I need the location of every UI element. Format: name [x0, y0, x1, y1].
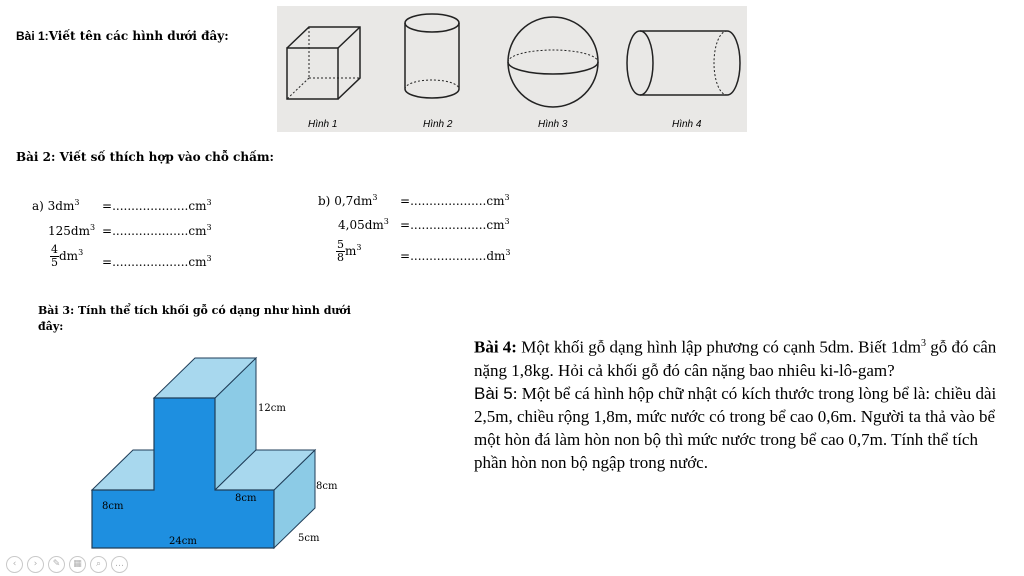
exercise-2b-row-3: [336, 239, 361, 264]
value: 125dm: [48, 224, 90, 238]
exercise-3-heading: Bài 3: Tính thể tích khối gỗ có dạng như hình dưới đây:: [38, 304, 351, 333]
denominator: 5: [51, 256, 58, 269]
answer-blank[interactable]: ....................: [112, 199, 189, 213]
answer-blank[interactable]: ....................: [112, 224, 189, 238]
wood-block-figure: [80, 350, 338, 556]
zoom-icon[interactable]: ⌕: [90, 556, 107, 573]
next-slide-icon[interactable]: ›: [27, 556, 44, 573]
superscript: 3: [206, 198, 212, 207]
exercise-5-paragraph: [474, 382, 1014, 474]
superscript: 3: [206, 223, 212, 232]
superscript: 3: [356, 243, 362, 252]
exercise-2a-row-2: [48, 223, 95, 238]
exercises-4-5-text: [474, 332, 1014, 474]
equals-sign: =: [400, 249, 411, 263]
equals-sign: =: [102, 199, 113, 213]
unit: cm: [486, 218, 505, 232]
shape-label-3: Hình 3: [538, 119, 568, 130]
superscript: 3: [78, 248, 84, 257]
exercise-2a-row-2-answer[interactable]: [102, 223, 212, 238]
horizontal-cylinder-shape: [627, 31, 740, 95]
exercise-5-text: : Một bể cá hình hộp chữ nhật có kích thước trong lòng bể là: chiều dài 2,5m, chiều rộng 1,8m, mức nước có trong bể cao 0,6m. Người ta thả vào bể một hòn đá làm hòn non bộ thì mức nước trong bể cao 0,7m. Tính thể tích phần hòn non bộ ngập trong nước.: [474, 383, 997, 472]
answer-blank[interactable]: ....................: [112, 255, 189, 269]
block-top-face-left: [92, 450, 154, 490]
exercise-2b-row-1-answer[interactable]: [400, 193, 510, 208]
shape-label-1: Hình 1: [308, 119, 338, 130]
dimension-side-8cm: 8cm: [316, 481, 338, 492]
exercise-2a-row-3: [50, 244, 83, 269]
exercise-4-label: Bài 4:: [474, 337, 517, 357]
unit: dm: [486, 249, 506, 263]
exercise-2b-row-3-answer[interactable]: [400, 248, 511, 263]
sphere-shape: [508, 17, 598, 107]
superscript: 3: [372, 193, 378, 202]
superscript: 3: [74, 198, 80, 207]
part-b-prefix: b): [318, 194, 331, 208]
value: 3dm: [47, 199, 75, 213]
cube-shape: [287, 27, 360, 99]
answer-blank[interactable]: ....................: [410, 249, 487, 263]
exercise-2b-row-2: [338, 217, 389, 232]
equals-sign: =: [102, 224, 113, 238]
pen-icon[interactable]: ✎: [48, 556, 65, 573]
shape-label-2: Hình 2: [423, 119, 453, 130]
exercise-4-text-2: gỗ đó cân nặng 1,8kg. Hỏi cả khối gỗ đó cân nặng bao nhiêu ki-lô-gam?: [474, 337, 997, 380]
slideshow-controls: [6, 556, 128, 573]
exercise-2-heading: Bài 2: Viết số thích hợp vào chỗ chấm:: [16, 150, 274, 164]
dimension-left-8cm: 8cm: [102, 501, 124, 512]
dimension-middle-8cm: 8cm: [235, 493, 257, 504]
unit: cm: [188, 255, 207, 269]
denominator: 8: [337, 251, 344, 264]
exercise-5-label: Bài 5: [474, 383, 513, 403]
exercise-4-paragraph: [474, 332, 1014, 382]
answer-blank[interactable]: ....................: [410, 218, 487, 232]
unit: cm: [486, 194, 505, 208]
unit: cm: [188, 224, 207, 238]
exercise-2a-row-1: [32, 198, 79, 213]
superscript: 3: [504, 217, 510, 226]
equals-sign: =: [102, 255, 113, 269]
shapes-figure-panel: [277, 6, 747, 132]
dimension-12cm: 12cm: [258, 403, 286, 414]
more-options-icon[interactable]: …: [111, 556, 128, 573]
equals-sign: =: [400, 218, 411, 232]
exercise-2a-row-1-answer[interactable]: [102, 198, 212, 213]
value: 4,05dm: [338, 218, 384, 232]
exercise-2b-row-1: [318, 193, 377, 208]
slides-menu-icon[interactable]: ▦: [69, 556, 86, 573]
superscript: 3: [206, 254, 212, 263]
exercise-1-label: Bài 1:: [16, 29, 49, 43]
answer-blank[interactable]: ....................: [410, 194, 487, 208]
superscript: 3: [89, 223, 96, 232]
fraction: [50, 244, 59, 269]
exercise-4-text-1: Một khối gỗ dạng hình lập phương có cạnh 5dm. Biết 1dm: [516, 337, 921, 357]
unit: dm: [59, 249, 79, 263]
previous-slide-icon[interactable]: ‹: [6, 556, 23, 573]
dimension-5cm: 5cm: [298, 533, 320, 544]
cylinder-shape: [405, 14, 459, 98]
value: 0,7dm: [334, 194, 373, 208]
exercise-4-superscript: 3: [920, 338, 926, 349]
part-a-prefix: a): [32, 199, 44, 213]
exercise-1-text: Viết tên các hình dưới đây:: [48, 29, 229, 43]
equals-sign: =: [400, 194, 411, 208]
dimension-24cm: 24cm: [169, 536, 197, 547]
exercise-1-heading: [16, 29, 229, 43]
exercise-2a-row-3-answer[interactable]: [102, 254, 212, 269]
numerator: 4: [51, 243, 58, 256]
superscript: 3: [504, 193, 510, 202]
unit: m: [345, 244, 357, 258]
shapes-figure: [277, 6, 747, 132]
numerator: 5: [337, 238, 344, 251]
exercise-2b-row-2-answer[interactable]: [400, 217, 510, 232]
unit: cm: [188, 199, 207, 213]
superscript: 3: [505, 248, 511, 257]
fraction: [336, 239, 345, 264]
shape-label-4: Hình 4: [672, 119, 702, 130]
superscript: 3: [383, 217, 389, 226]
